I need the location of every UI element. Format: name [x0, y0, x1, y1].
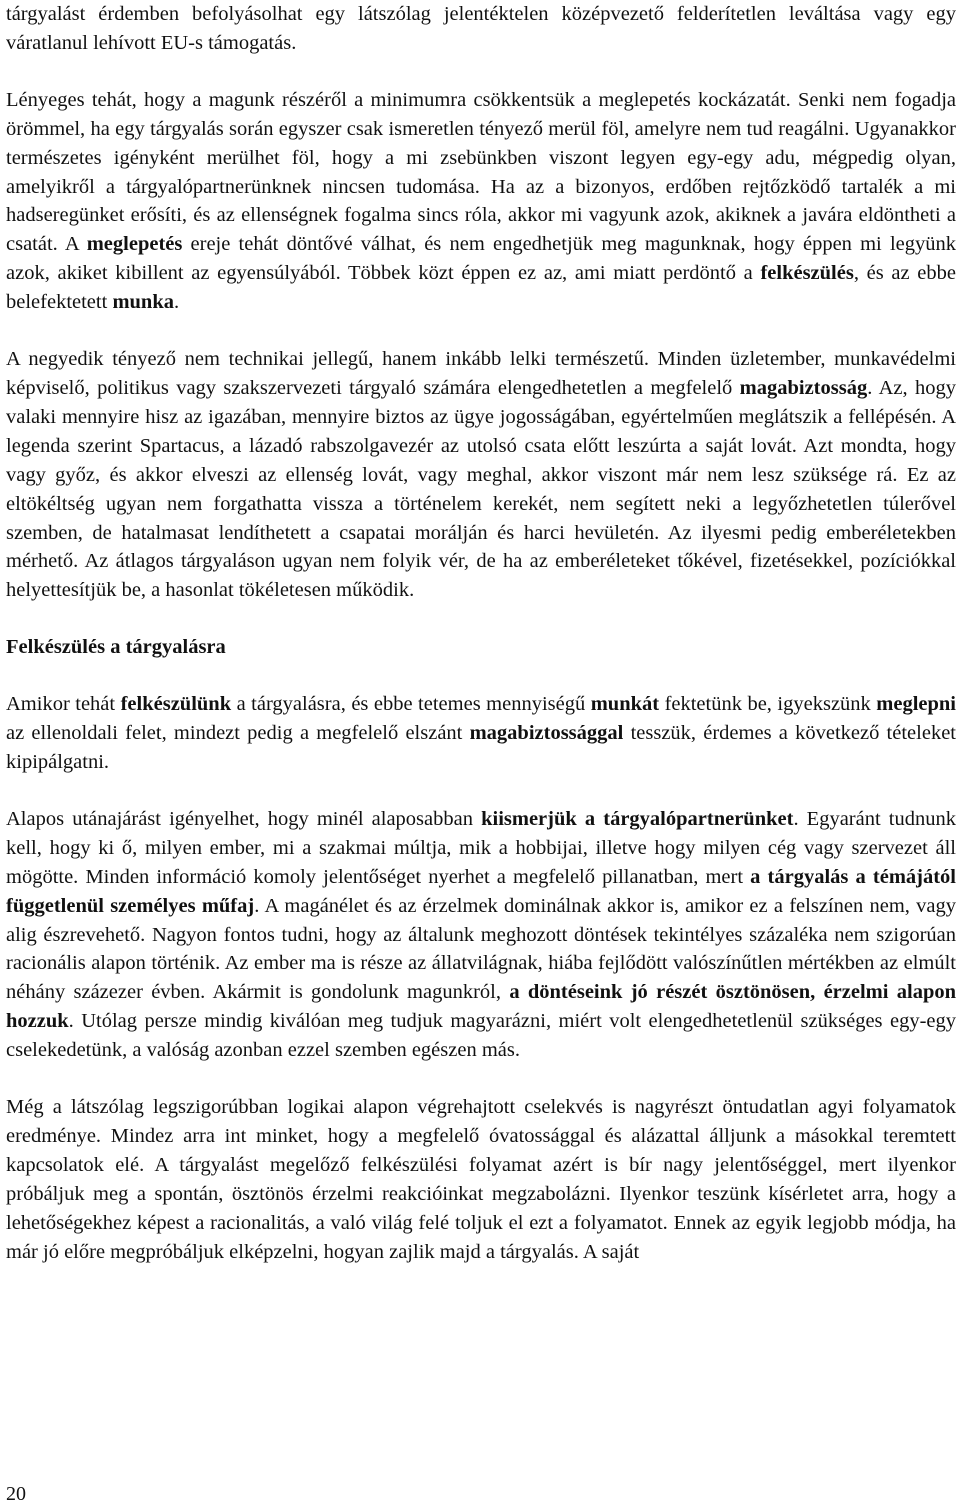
p5-text-4: . Utólag persze mindig kiválóan meg tudjuk magyarázni, miért volt elengedhetetlenül szükséges egy-egy cselekedetünk, a valóság azonban ezzel szemben egészen más.: [6, 1010, 956, 1062]
paragraph-1: [6, 0, 956, 58]
paragraph-1-text: tárgyalást érdemben befolyásolhat egy látszólag jelentéktelen középvezető felderítetlen leváltása vagy egy váratlanul lehívott EU-s támogatás.: [6, 3, 956, 54]
p3-text-1: A negyedik tényező nem technikai jellegű, hanem inkább lelki természetű. Minden üzletember, munkavédelmi képviselő, politikus vagy szakszervezeti tárgyaló számára elengedhetetlen a megfelelő: [6, 348, 956, 399]
paragraph-3: [6, 345, 956, 605]
p4-bold-felkeszulunk: felkészülünk: [120, 693, 232, 716]
section-heading: Felkészülés a tárgyalásra: [6, 636, 226, 659]
paragraph-6-text: Még a látszólag legszigorúbban logikai alapon végrehajtott cselekvés is nagyrészt öntudatlan agyi folyamatok eredménye. Mindez arra int minket, hogy a megfelelő óvatossággal és alázattal álljunk a másokkal teremtett kapcsolatok elé. A tárgyalást megelőző felkészülési folyamat azért is bír nagy jelentőséggel, mert ilyenkor próbáljuk meg a spontán, ösztönös érzelmi reakcióinkat megzabolázni. Ilyenkor teszünk kísérletet arra, hogy a lehetőségekhez képest a racionalitás, a való világ felé toljuk el ezt a folyamatot. Ennek az egyik legjobb módja, ha már jó előre megpróbáljuk elképzelni, hogyan zajlik majd a tárgyalás. A saját: [6, 1096, 956, 1263]
p5-text-2: . Egyaránt tudnunk kell, hogy ki ő, milyen ember, mi a szakmai múltja, mik a hobbijai, illetve hogy milyen cég vagy szervezet áll mögötte. Minden információ komoly jelentőséget nyerhet a megfelelő pillanatban, mert: [6, 807, 956, 888]
p4-text-2: a tárgyalásra, és ebbe tetemes mennyiségű: [231, 693, 591, 716]
paragraph-2: [6, 86, 956, 317]
p2-bold-meglepetes: meglepetés: [86, 233, 183, 256]
p2-text-2: ereje tehát döntővé válhat, és nem engedhetjük meg magunknak, hogy éppen mi legyünk azok, akiket kibillent az egyensúlyából. Többek közt éppen ez az, ami miatt perdöntő a: [6, 233, 956, 285]
p4-bold-magabiztossaggal: magabiztossággal: [469, 722, 624, 745]
p5-text-3: . A magánélet és az érzelmek dominálnak akkor is, amikor ez a felszínen nem, vagy alig észrevehető. Nagyon fontos tudni, hogy az általunk meghozott döntések tekintélyes százaléka nem szigorúan racionális alapon történik. Az ember ma is része az állatvilágnak, hiába fejlődött valószínűtlen mértékben az elmúlt néhány százezer évben. Akármit is gondolunk magunkról,: [6, 894, 956, 1004]
p2-text-1: Lényeges tehát, hogy a magunk részéről a minimumra csökkentsük a meglepetés kockázatát. Senki nem fogadja örömmel, ha egy tárgyalás során egyszer csak ismeretlen tényező merül föl, amelyre nem tud reagálni. Ugyanakkor természetes igényként merülhet föl, hogy a mi zsebünkben viszont legyen egy-egy adu, mégpedig olyan, amelyikről a tárgyalópartnerünknek nincsen tudomása. Ha az a bizonyos, erdőben rejtőzködő tartalék a mi hadseregünket erősíti, és az ellenségnek fogalma sincs róla, akkor mi vagyunk azok, akiknek a javára eldöntheti a csatát. A: [6, 88, 956, 256]
p4-bold-meglepni: meglepni: [876, 693, 956, 716]
p5-bold-dontesek: a döntéseink jó részét ösztönösen, érzelmi alapon hozzuk: [6, 981, 956, 1033]
p2-bold-felkeszules: felkészülés: [760, 262, 854, 285]
p3-bold-magabiztossag: magabiztosság: [739, 376, 868, 399]
p4-text-5: tesszük, érdemes a következő tételeket kipipálgatni.: [6, 722, 956, 774]
p5-text-1: Alapos utánajárást igényelhet, hogy minél alaposabban: [6, 807, 482, 830]
p4-bold-munkat: munkát: [590, 693, 660, 716]
page-number: 20: [6, 1483, 26, 1505]
p2-text-4: .: [173, 291, 180, 314]
p2-text-3: , és az ebbe belefektetett: [6, 262, 956, 314]
paragraph-5: [6, 805, 956, 1065]
document-page: [6, 0, 956, 1267]
p5-bold-szemelyes-mufaj: a tárgyalás a témájától függetlenül személyes műfaj: [6, 865, 956, 917]
paragraph-4: [6, 690, 956, 777]
p4-text-4: az ellenoldali felet, mindezt pedig a megfelelő elszánt: [6, 722, 470, 745]
p4-text-1: Amikor tehát: [6, 693, 121, 716]
p2-bold-munka: munka: [112, 291, 174, 314]
paragraph-6: [6, 1093, 956, 1266]
p3-text-2: . Az, hogy valaki mennyire hisz az igazában, mennyire biztos az ügye jogosságában, egyértelműen meglátszik a fellépésén. A legenda szerint Spartacus, a lázadó rabszolgavezér az utolsó csata előtt leszúrta a saját lovát. Azt mondta, hogy vagy győz, és akkor elveszi az ellenség lovát, vagy meghal, akkor viszont már nem lesz szüksége rá. Ez az eltökéltség ugyan nem forgathatta vissza a történelem kerekét, nem segített neki a legyőzhetetlen túlerővel szemben, de hatalmasat lendíthetett a csapatai morálján és harci hevületén. Az ilyesmi pedig emberéletekben mérhető. Az átlagos tárgyaláson ugyan nem folyik vér, de ha az emberéleteket tőkével, fizetésekkel, pozíciókkal helyettesítjük be, a hasonlat tökéletesen működik.: [6, 376, 956, 602]
p5-bold-kiismerjuk: kiismerjük a tárgyalópartnerünket: [481, 807, 794, 830]
p4-text-3: fektetünk be, igyekszünk: [659, 693, 877, 716]
